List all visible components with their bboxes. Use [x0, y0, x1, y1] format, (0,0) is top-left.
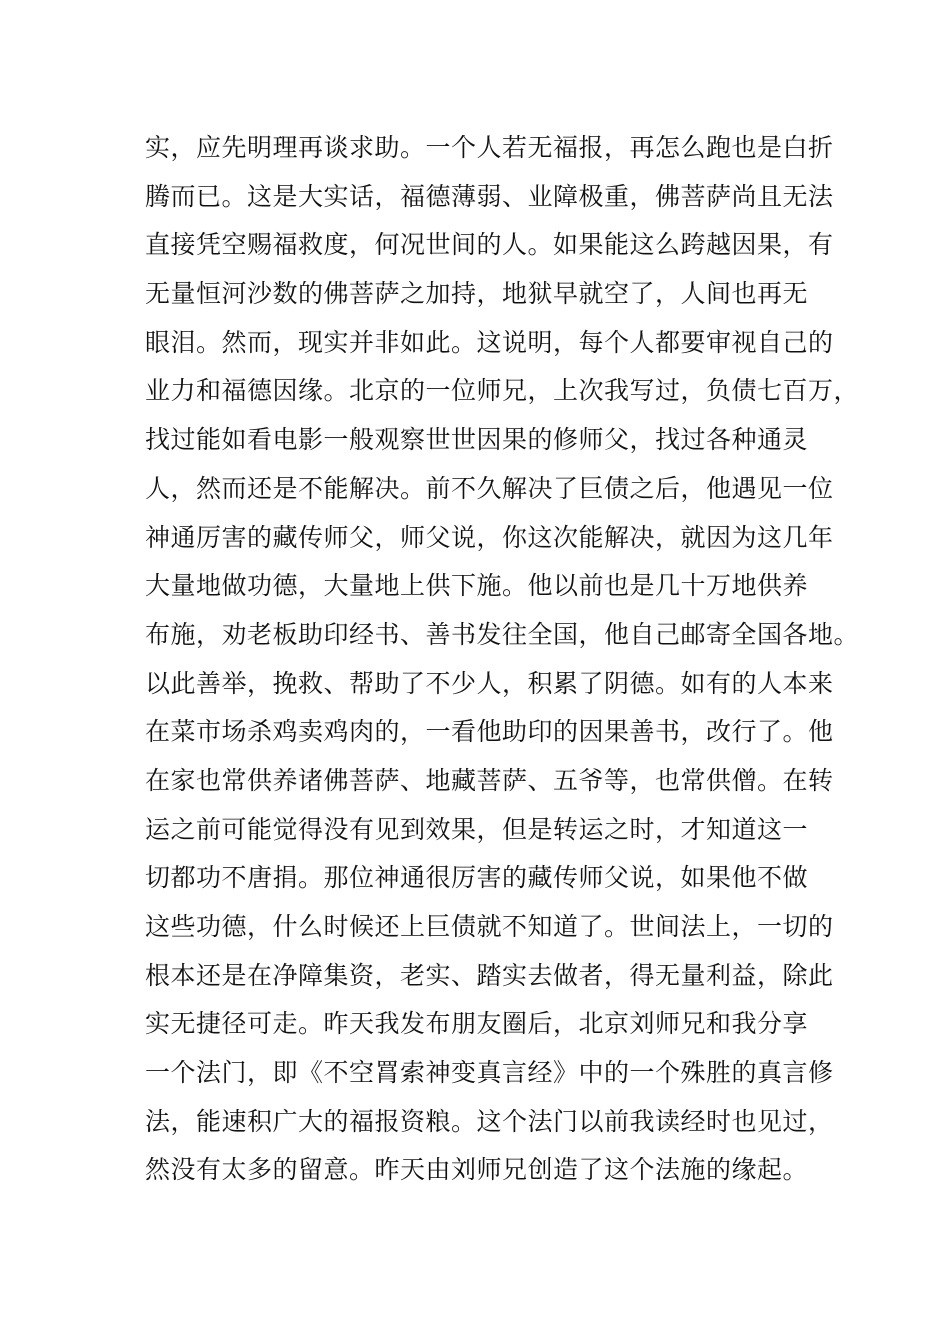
text-line: 法，能速积广大的福报资粮。这个法门以前我读经时也见过， [145, 1106, 834, 1136]
text-line: 布施，劝老板助印经书、善书发往全国，他自己邮寄全国各地。 [145, 619, 860, 649]
text-line: 找过能如看电影一般观察世世因果的修师父，找过各种通灵 [145, 425, 809, 455]
text-line: 神通厉害的藏传师父，师父说，你这次能解决，就因为这几年 [145, 522, 834, 552]
text-line: 腾而已。这是大实话，福德薄弱、业障极重，佛菩萨尚且无法 [145, 181, 834, 211]
text-line: 实无捷径可走。昨天我发布朋友圈后，北京刘师兄和我分享 [145, 1009, 809, 1039]
body-text [145, 124, 860, 1195]
text-line: 业力和福德因缘。北京的一位师兄，上次我写过，负债七百万， [145, 376, 860, 406]
text-line: 眼泪。然而，现实并非如此。这说明，每个人都要审视自己的 [145, 327, 834, 357]
text-line: 然没有太多的留意。昨天由刘师兄创造了这个法施的缘起。 [145, 1155, 809, 1185]
text-line: 运之前可能觉得没有见到效果，但是转运之时，才知道这一 [145, 814, 809, 844]
text-line: 以此善举，挽救、帮助了不少人，积累了阴德。如有的人本来 [145, 668, 834, 698]
text-line: 一个法门，即《不空罥索神变真言经》中的一个殊胜的真言修 [145, 1058, 834, 1088]
text-line: 这些功德，什么时候还上巨债就不知道了。世间法上，一切的 [145, 912, 834, 941]
text-line: 切都功不唐捐。那位神通很厉害的藏传师父说，如果他不做 [145, 863, 809, 893]
text-line: 人，然而还是不能解决。前不久解决了巨债之后，他遇见一位 [145, 473, 834, 503]
text-line: 无量恒河沙数的佛菩萨之加持，地狱早就空了，人间也再无 [145, 279, 809, 309]
text-line: 大量地做功德，大量地上供下施。他以前也是几十万地供养 [145, 571, 809, 601]
text-line: 直接凭空赐福救度，何况世间的人。如果能这么跨越因果，有 [145, 230, 834, 260]
text-line: 根本还是在净障集资，老实、踏实去做者，得无量利益，除此 [145, 960, 834, 990]
text-line: 实，应先明理再谈求助。一个人若无福报，再怎么跑也是白折 [145, 133, 834, 162]
text-line: 在菜市场杀鸡卖鸡肉的，一看他助印的因果善书，改行了。他 [145, 717, 834, 747]
text-line: 在家也常供养诸佛菩萨、地藏菩萨、五爷等，也常供僧。在转 [145, 765, 834, 795]
